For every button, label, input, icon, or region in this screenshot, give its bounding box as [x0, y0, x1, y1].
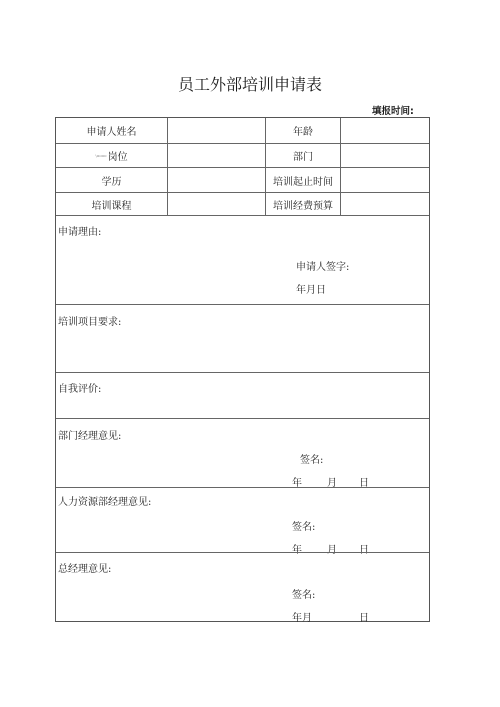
field-training-period[interactable] [340, 168, 429, 192]
label-hr-day: 日 [359, 545, 369, 556]
field-age[interactable] [340, 118, 429, 143]
label-gm-signature: 签名: [292, 590, 316, 601]
field-applicant-name[interactable] [167, 118, 265, 143]
label-gm-day: 日 [359, 613, 369, 624]
field-training-budget[interactable] [340, 193, 429, 215]
field-training-course[interactable] [167, 193, 265, 215]
section-training-requirements[interactable] [56, 304, 429, 372]
label-education: 学历 [101, 176, 122, 188]
label-age: 年龄 [265, 118, 340, 143]
section-application-reason[interactable] [56, 215, 429, 304]
label-dept-manager-opinion: 部门经理意见: [58, 431, 122, 442]
info-row-name-age [56, 118, 429, 143]
info-row-course-budget [56, 192, 429, 215]
label-dept-manager-signature: 签名: [300, 455, 324, 466]
form-title: 员工外部培训申请表 [177, 75, 322, 94]
label-dept-day: 日 [359, 478, 369, 489]
label-training-budget: 培训经费预算 [265, 193, 340, 215]
field-position[interactable] [167, 144, 265, 167]
field-department[interactable] [340, 144, 429, 167]
label-training-course: 培训课程 [91, 200, 132, 212]
label-general-manager-opinion: 总经理意见: [58, 564, 112, 575]
label-application-reason: 申请理由: [58, 227, 102, 238]
label-training-period: 培训起止时间 [265, 168, 340, 192]
label-applicant-signature: 申请人签字: [296, 262, 350, 273]
label-hr-month: 月 [327, 545, 337, 556]
label-position-cell [56, 144, 167, 167]
section-dept-manager-opinion[interactable] [56, 418, 429, 487]
label-self-evaluation: 自我评价: [58, 384, 102, 395]
fill-time-label: 填报时间: [372, 106, 414, 117]
label-hr-manager-signature: 签名: [292, 522, 316, 533]
label-applicant-name: 申请人姓名 [86, 127, 137, 138]
application-form-table [55, 117, 430, 622]
info-row-position-dept [56, 143, 429, 167]
section-hr-manager-opinion[interactable] [56, 487, 429, 556]
label-hr-manager-opinion: 人力资源部经理意见: [58, 497, 152, 508]
label-position-prefix: \uooo [95, 153, 107, 158]
info-row-education-period [56, 167, 429, 192]
label-dept-month: 月 [327, 478, 337, 489]
label-hr-year: 年 [292, 545, 302, 556]
label-reason-date: 年月日 [296, 285, 326, 296]
field-education[interactable] [167, 168, 265, 192]
label-position: 岗位 [107, 152, 128, 163]
label-department: 部门 [265, 144, 340, 167]
section-self-evaluation[interactable] [56, 372, 429, 418]
section-general-manager-opinion[interactable] [56, 552, 429, 624]
label-dept-year: 年 [292, 478, 302, 489]
label-gm-year-month: 年月 [292, 613, 312, 624]
label-training-requirements: 培训项目要求: [58, 317, 122, 328]
